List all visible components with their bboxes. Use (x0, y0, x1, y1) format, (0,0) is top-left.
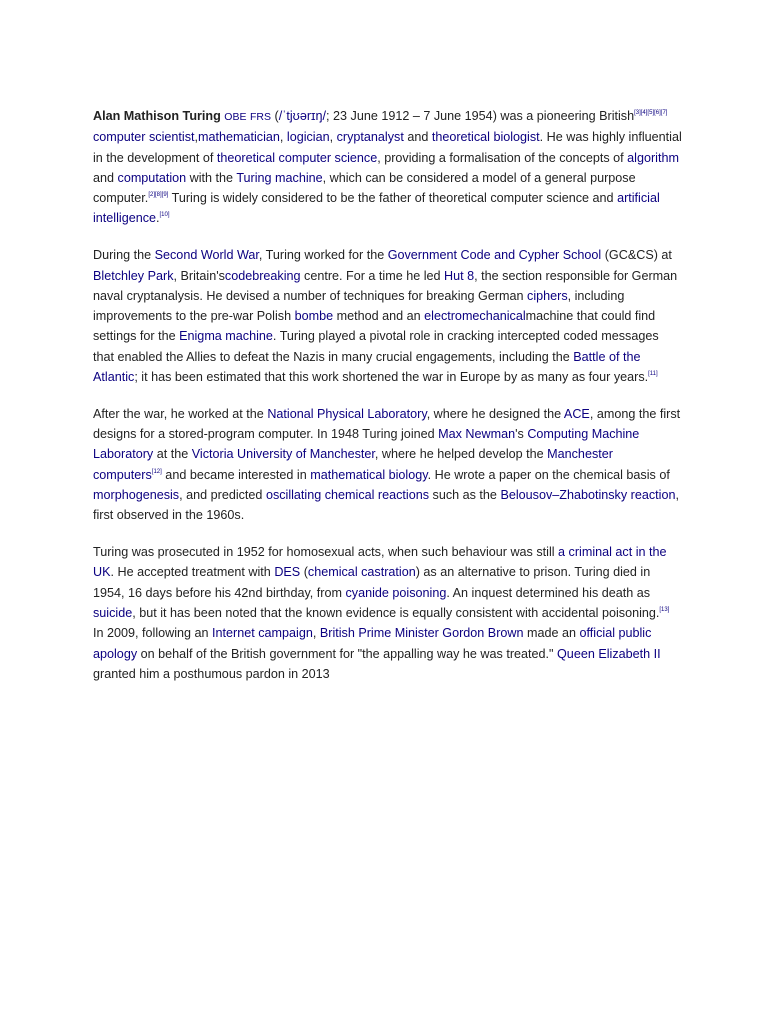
link-queen-elizabeth-ii[interactable]: Queen Elizabeth II (557, 646, 661, 661)
link-des[interactable]: DES (274, 565, 301, 580)
paragraph-postwar (93, 404, 683, 526)
link-hut-8[interactable]: Hut 8 (444, 268, 475, 283)
link-morphogenesis[interactable]: morphogenesis (93, 488, 180, 503)
link-victoria-university-of-manchester[interactable]: Victoria University of Manchester (191, 447, 375, 462)
text: . An inquest determined his death as (446, 585, 651, 600)
text: , which can be considered a model of a general purpose computer. (93, 170, 636, 206)
citation-ref[interactable]: [2][8][9] (148, 192, 169, 199)
link-pronunciation[interactable]: /ˈtjʊərɪŋ/ (278, 109, 327, 123)
link-national-physical-laboratory[interactable]: National Physical Laboratory (267, 406, 427, 421)
link-frs[interactable]: FRS (249, 111, 271, 123)
link-chemical-castration[interactable]: chemical castration (307, 565, 416, 580)
text: and (93, 170, 118, 185)
text: During the (93, 248, 155, 263)
text: ( (270, 109, 279, 123)
text: , (279, 130, 287, 145)
link-max-newman[interactable]: Max Newman (438, 427, 516, 442)
link-internet-campaign[interactable]: Internet campaign (212, 626, 313, 641)
text: ) as an alternative to prison. Turing died in 1954, 16 days before his 42nd birthday, from (93, 565, 651, 600)
text: . Turing played a pivotal role in cracking intercepted coded messages that enabled the Allies to defeat the Nazis in many crucial engagements, including the (93, 329, 659, 364)
link-obe[interactable]: OBE (224, 111, 247, 123)
text: with the (186, 170, 237, 185)
link-artificial-intelligence[interactable]: artificial intelligence (93, 191, 660, 226)
link-mathematical-biology[interactable]: mathematical biology (310, 467, 428, 482)
link-cryptanalyst[interactable]: cryptanalyst (336, 130, 404, 145)
link-codebreaking[interactable]: codebreaking (224, 268, 301, 283)
link-logician[interactable]: logician (286, 130, 330, 145)
text: such as the (429, 488, 501, 503)
article-body (93, 106, 683, 701)
text: , where he helped develop the (374, 447, 548, 462)
text: , among the first designs for a stored-program computer. In 1948 Turing joined (93, 406, 681, 442)
text: In 2009, following an (93, 626, 213, 641)
text: , and predicted (179, 488, 266, 503)
text: , the section responsible for German naval cryptanalysis. He devised a number of techniques for breaking German (93, 268, 678, 303)
text: ; it has been estimated that this work shortened the war in Europe by as many as four years. (134, 370, 649, 385)
text: , (194, 130, 198, 145)
text: granted him a posthumous pardon in 2013 (93, 666, 330, 681)
text: , but it has been noted that the known evidence is equally consistent with accidental poisoning. (132, 606, 660, 621)
text: . He was highly influential in the development of (93, 130, 682, 165)
text: Turing was prosecuted in 1952 for homosexual acts, when such behaviour was still (93, 545, 559, 560)
link-second-world-war[interactable]: Second World War (154, 248, 259, 263)
citation-ref[interactable]: [3][4][5][6][7] (634, 110, 668, 116)
text: machine that could find settings for the (93, 309, 656, 344)
citation-ref[interactable]: [12] (151, 468, 162, 475)
subject-name: Alan Mathison Turing (93, 109, 221, 123)
link-gccs[interactable]: Government Code and Cypher School (387, 248, 602, 263)
text: After the war, he worked at the (93, 406, 268, 421)
link-algorithm[interactable]: algorithm (627, 150, 679, 165)
link-suicide[interactable]: suicide (93, 606, 133, 621)
link-manchester-computers[interactable]: Manchester computers (93, 447, 613, 482)
link-battle-of-the-atlantic[interactable]: Battle of the Atlantic (93, 349, 641, 385)
link-bletchley-park[interactable]: Bletchley Park (93, 268, 174, 283)
text: . He wrote a paper on the chemical basis of (427, 467, 670, 482)
link-criminal-act-uk[interactable]: a criminal act in the UK (93, 545, 667, 580)
text: ; 23 June 1912 – 7 June 1954) was a pioneering British (326, 109, 635, 123)
citation-ref[interactable]: [13] (659, 607, 670, 614)
link-gordon-brown[interactable]: British Prime Minister Gordon Brown (319, 626, 524, 641)
text: at the (153, 447, 192, 462)
link-ace[interactable]: ACE (563, 406, 590, 421)
text: (GC&CS) at (601, 248, 672, 263)
link-enigma-machine[interactable]: Enigma machine (179, 329, 273, 344)
text: centre. For a time he led (300, 268, 445, 283)
paragraph-intro (93, 106, 683, 229)
text: , including improvements to the pre-war Polish (93, 288, 625, 324)
link-computer-scientist[interactable]: computer scientist (93, 130, 195, 145)
citation-ref[interactable]: [11] (648, 371, 658, 378)
link-cyanide-poisoning[interactable]: cyanide poisoning (345, 585, 447, 600)
link-computation[interactable]: computation (117, 170, 187, 185)
text: . (156, 211, 160, 226)
link-electromechanical[interactable]: electromechanical (424, 309, 526, 324)
text: , (329, 130, 337, 145)
paragraph-prosecution (93, 542, 683, 684)
text: 's (515, 427, 528, 442)
citation-ref[interactable]: [10] (159, 212, 170, 219)
link-oscillating-chemical-reactions[interactable]: oscillating chemical reactions (265, 488, 430, 503)
text: . He accepted treatment with (110, 565, 275, 580)
text: on behalf of the British government for "the appalling way he was treated." (137, 646, 558, 661)
text: and (403, 130, 432, 145)
text: , providing a formalisation of the concepts of (377, 150, 628, 165)
text: , first observed in the 1960s. (93, 488, 679, 523)
link-computing-machine-laboratory[interactable]: Computing Machine Laboratory (93, 427, 640, 462)
text: , where he designed the (426, 406, 564, 421)
text: Turing is widely considered to be the father of theoretical computer science and (168, 191, 618, 206)
text: , Britain's (173, 268, 225, 283)
text: ( (300, 565, 308, 580)
text: made an (523, 626, 580, 641)
link-official-public-apology[interactable]: official public apology (93, 626, 652, 661)
link-theoretical-biologist[interactable]: theoretical biologist (431, 130, 540, 145)
link-mathematician[interactable]: mathematician (198, 130, 280, 145)
text: , (312, 626, 320, 641)
link-turing-machine[interactable]: Turing machine (236, 170, 323, 185)
text: , Turing worked for the (258, 248, 388, 263)
link-bombe[interactable]: bombe (294, 309, 334, 324)
paragraph-war (93, 245, 683, 387)
link-theoretical-computer-science[interactable]: theoretical computer science (216, 150, 378, 165)
text: method and an (333, 309, 425, 324)
link-belousov-zhabotinsky-reaction[interactable]: Belousov–Zhabotinsky reaction (500, 488, 676, 503)
text: and became interested in (161, 467, 311, 482)
link-ciphers[interactable]: ciphers (527, 288, 568, 303)
